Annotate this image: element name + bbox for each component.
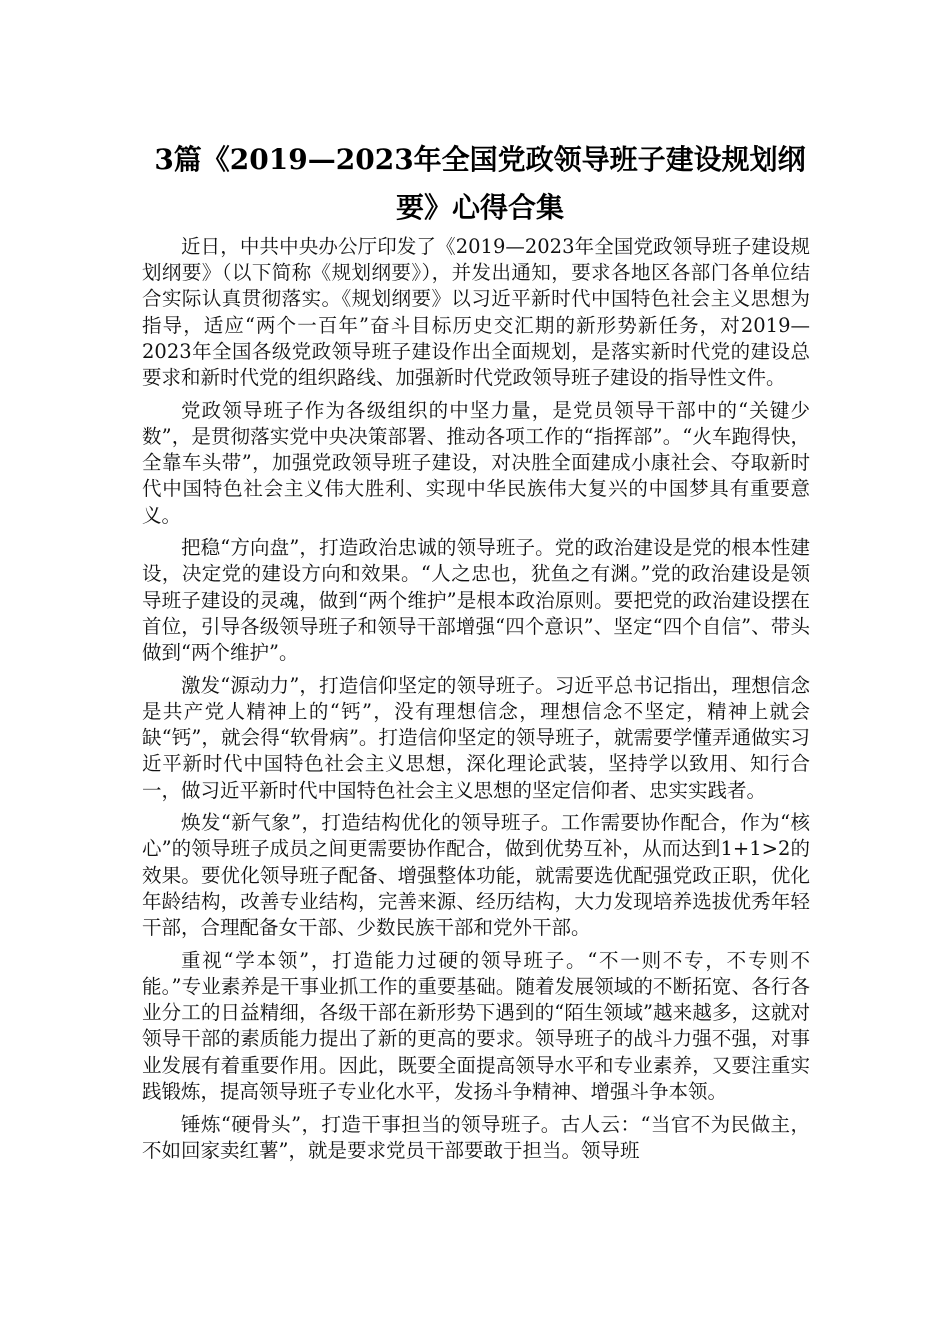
paragraph-6: 重视“学本领”，打造能力过硬的领导班子。“不一则不专，不专则不能。”专业素养是干事业抓工作的重要基础。随着发展领域的不断拓宽、各行各业分工的日益精细，各级干部在新形势下遇到的“陌生领域”越来越多，这就对领导干部的素质能力提出了新的更高的要求。领导班子的战斗力强不强，对事业发展有着重要作用。因此，既要全面提高领导水平和专业素养，又要注重实践锻炼，提高领导班子专业化水平，发扬斗争精神、增强斗争本领。 (142, 948, 810, 1103)
paragraph-1: 近日，中共中央办公厅印发了《2019—2023年全国党政领导班子建设规划纲要》（以下简称《规划纲要》），并发出通知，要求各地区各部门各单位结合实际认真贯彻落实。《规划纲要》以习近平新时代中国特色社会主义思想为指导，适应“两个一百年”奋斗目标历史交汇期的新形势新任务，对2019—2023年全国各级党政领导班子建设作出全面规划，是落实新时代党的建设总要求和新时代党的组织路线、加强新时代党政领导班子建设的指导性文件。 (142, 235, 810, 390)
paragraph-5: 焕发“新气象”，打造结构优化的领导班子。工作需要协作配合，作为“核心”的领导班子成员之间更需要协作配合，做到优势互补，从而达到1+1>2的效果。要优化领导班子配备、增强整体功能，就需要选优配强党政正职，优化年龄结构，改善专业结构，完善来源、经历结构，大力发现培养选拔优秀年轻干部，合理配备女干部、少数民族干部和党外干部。 (142, 811, 810, 940)
paragraph-3: 把稳“方向盘”，打造政治忠诚的领导班子。党的政治建设是党的根本性建设，决定党的建设方向和效果。“人之忠也，犹鱼之有渊。”党的政治建设是领导班子建设的灵魂，做到“两个维护”是根本政治原则。要把党的政治建设摆在首位，引导各级领导班子和领导干部增强“四个意识”、坚定“四个自信”、带头做到“两个维护”。 (142, 536, 810, 665)
paragraph-7: 锤炼“硬骨头”，打造干事担当的领导班子。古人云：“当官不为民做主，不如回家卖红薯”，就是要求党员干部要敢于担当。领导班 (142, 1112, 810, 1162)
paragraph-2: 党政领导班子作为各级组织的中坚力量，是党员领导干部中的“关键少数”，是贯彻落实党中央决策部署、推动各项工作的“指挥部”。“火车跑得快，全靠车头带”，加强党政领导班子建设，对决胜全面建成小康社会、夺取新时代中国特色社会主义伟大胜利、实现中华民族伟大复兴的中国梦具有重要意义。 (142, 398, 810, 527)
title-line-1: 3篇《2019—2023年全国党政领导班子建设规划纲 (154, 143, 806, 176)
document-body (142, 234, 810, 1170)
document-title (140, 136, 820, 232)
paragraph-4: 激发“源动力”，打造信仰坚定的领导班子。习近平总书记指出，理想信念是共产党人精神上的“钙”，没有理想信念，理想信念不坚定，精神上就会缺“钙”，就会得“软骨病”。打造信仰坚定的领导班子，就需要学懂弄通做实习近平新时代中国特色社会主义思想，深化理论武装，坚持学以致用、知行合一，做习近平新时代中国特色社会主义思想的坚定信仰者、忠实实践者。 (142, 673, 810, 802)
title-line-2: 要》心得合集 (395, 191, 564, 224)
